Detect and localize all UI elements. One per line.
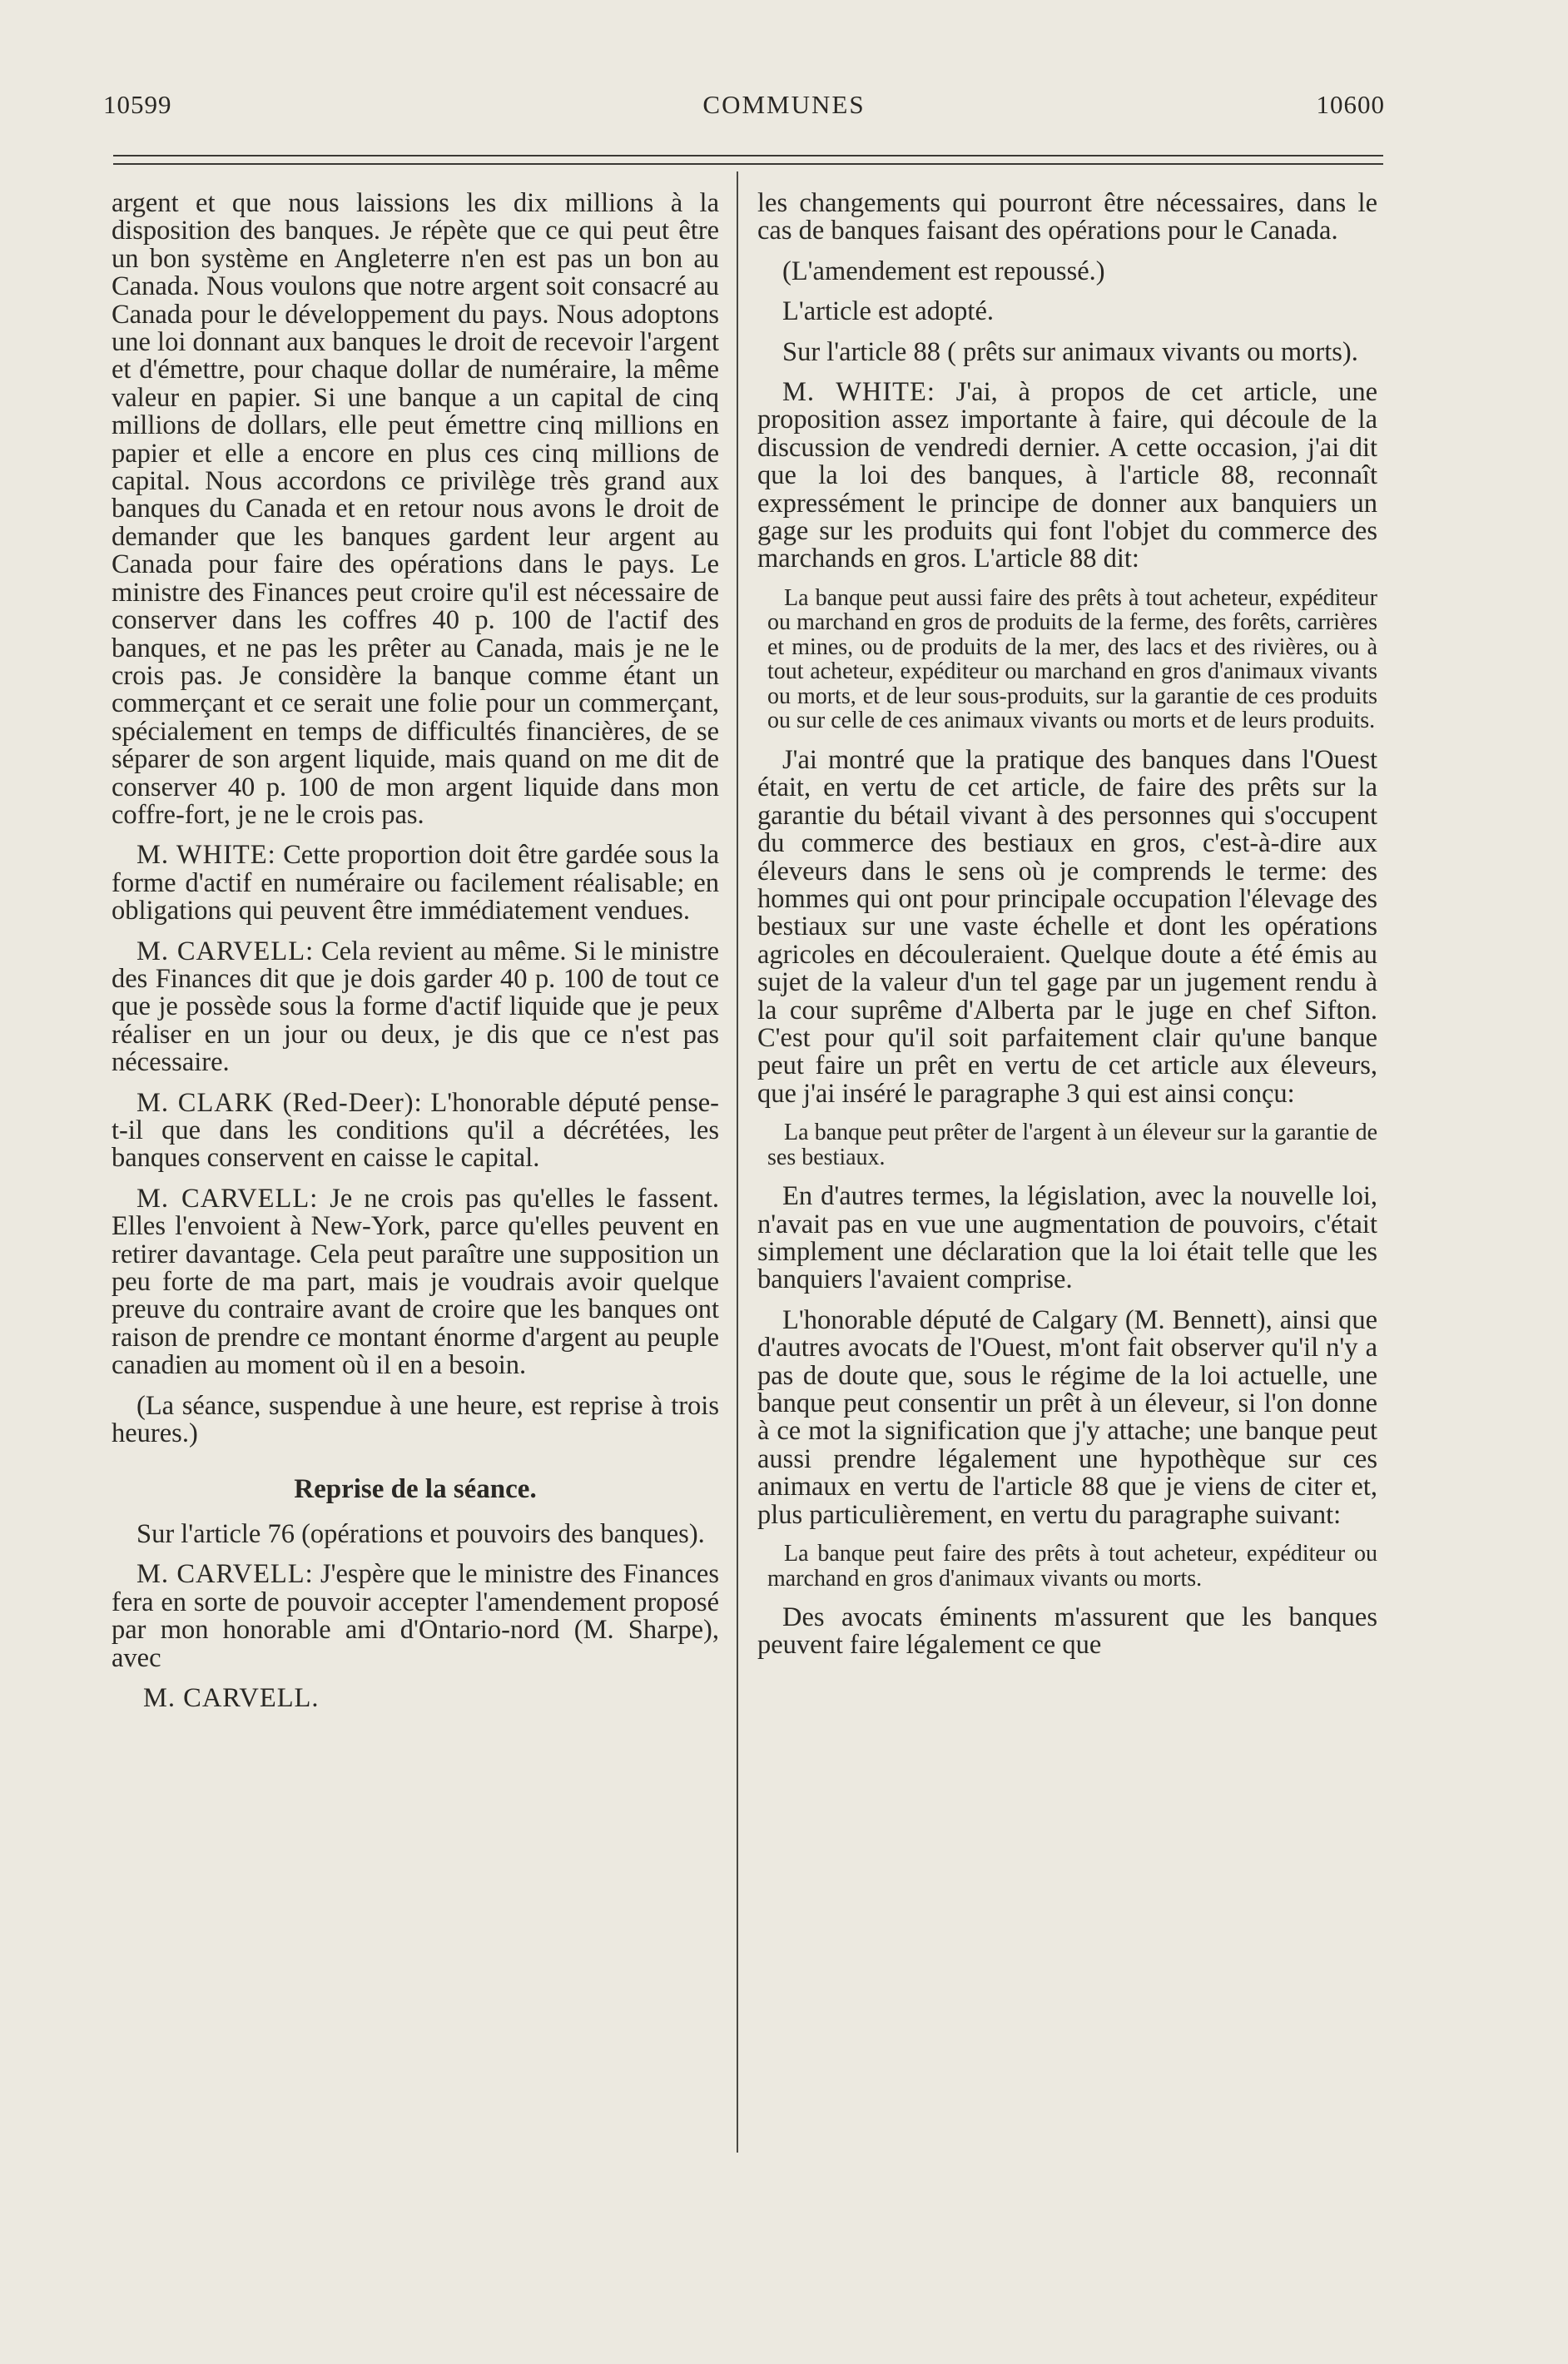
paragraph: (La séance, suspendue à une heure, est reprise à trois heures.) bbox=[112, 1390, 719, 1449]
paragraph bbox=[112, 1561, 719, 1672]
block-quote: La banque peut aussi faire des prêts à tout acheteur, expéditeur ou marchand en gros de produits de la ferme, des forêts, carrières et mines, ou de produits de la mer, des lacs et des rivières, ou à tout acheteur, expéditeur ou marchand en gros d'animaux vivants ou morts, et de leur sous-produits, sur la garantie de ces produits ou sur celle de ces animaux vivants ou morts et de leurs produits. bbox=[767, 584, 1377, 734]
left-page-number: 10599 bbox=[103, 90, 172, 119]
paragraph bbox=[112, 938, 719, 1077]
speech-text: Je ne crois pas qu'elles le fassent. Elles l'envoient à New-York, parce qu'elles peuvent en retirer davantage. Cela peut paraître une supposition un peu forte de ma part, mais je voudrais avoir quelque preuve du contraire avant de croire que les banques ont raison de prendre ce montant énorme d'argent au peuple canadien au moment où il en a besoin. bbox=[112, 1183, 719, 1381]
paragraph: Sur l'article 88 ( prêts sur animaux vivants ou morts). bbox=[782, 336, 1358, 367]
paragraph bbox=[112, 842, 719, 925]
section-heading: Reprise de la séance. bbox=[294, 1474, 537, 1505]
paragraph bbox=[112, 1185, 719, 1380]
paragraph: les changements qui pourront être nécessaires, dans le cas de banques faisant des opérations pour le Canada. bbox=[757, 188, 1377, 246]
speaker-name: M. CARVELL: bbox=[136, 936, 315, 966]
column-divider bbox=[737, 171, 738, 2153]
speaker-name: M. WHITE: bbox=[136, 840, 276, 871]
paragraph: L'article est adopté. bbox=[782, 296, 995, 327]
speech-text: J'ai, à propos de cet article, une proposition assez importante à faire, qui découle de la discussion de vendredi dernier. A cette occasion, j'ai dit que la loi des banques, à l'article 88, reconnaît expressément le principe de donner aux banquiers un gage sur les produits qui font l'objet du commerce des marchands en gros. L'article 88 dit: bbox=[757, 377, 1377, 574]
speech-text: Cette proportion doit être gardée sous la forme d'actif en numéraire ou facilement réalisable; en obligations qui peuvent être immédiatement vendues. bbox=[112, 840, 719, 926]
block-quote: La banque peut faire des prêts à tout acheteur, expéditeur ou marchand en gros d'animaux vivants ou morts. bbox=[767, 1541, 1377, 1592]
paragraph bbox=[112, 1087, 719, 1174]
left-column bbox=[112, 190, 719, 1725]
speaker-name: M. CARVELL: bbox=[136, 1183, 319, 1214]
right-column bbox=[757, 190, 1377, 1672]
paragraph: (L'amendement est repoussé.) bbox=[782, 256, 1105, 286]
speaker-name: M. CLARK (Red-Deer): bbox=[136, 1087, 423, 1118]
speech-text: Cela revient au même. Si le ministre des Finances dit que je dois garder 40 p. 100 de tout ce que je possède sous la forme d'actif liquide que je peux réaliser en un jour ou deux, je dis que ce n'est pas nécessaire. bbox=[112, 936, 719, 1078]
header-rule-bottom bbox=[113, 163, 1383, 165]
paragraph: argent et que nous laissions les dix millions à la disposition des banques. Je répète que ce qui peut être un bon système en Angleterre n'en est pas un bon au Canada. Nous voulons que notre argent soit consacré au Canada pour le développement du pays. Nous adoptons une loi donnant aux banques le droit de recevoir l'argent et d'émettre, pour chaque dollar de numéraire, la même valeur en papier. Si une banque a un capital de cinq millions de dollars, elle peut émettre cinq millions en papier et elle a encore en plus ces cinq millions de capital. Nous accordons ce privilège très grand aux banques du Canada et en retour nous avons le droit de demander que les banques gardent leur argent au Canada pour faire des opérations dans le pays. Le ministre des Finances peut croire qu'il est nécessaire de conserver dans les coffres 40 p. 100 de l'actif des banques, et ne pas les prêter au Canada, mais je ne le crois pas. Je considère la banque comme étant un commerçant et ce serait une folie pour un commerçant, spécialement en temps de difficultés financières, de se séparer de son argent liquide, mais quand on me dit de conserver 40 p. 100 de mon argent liquide dans mon coffre-fort, je ne le crois pas. bbox=[112, 188, 719, 830]
paragraph: Des avocats éminents m'assurent que les banques peuvent faire légalement ce que bbox=[757, 1602, 1377, 1661]
speech-text: J'espère que le ministre des Finances fera en sorte de pouvoir accepter l'amendement proposé par mon honorable ami d'Ontario-nord (M. Sharpe), avec bbox=[112, 1559, 719, 1673]
speaker-name: M. CARVELL: bbox=[136, 1559, 314, 1590]
speaker-signoff: M. CARVELL. bbox=[143, 1682, 320, 1713]
block-quote: La banque peut prêter de l'argent à un éleveur sur la garantie de ses bestiaux. bbox=[767, 1120, 1377, 1170]
header-rule-top bbox=[113, 155, 1383, 156]
running-title: COMMUNES bbox=[702, 90, 866, 119]
paragraph: En d'autres termes, la législation, avec la nouvelle loi, n'avait pas en vue une augmentation de pouvoirs, c'était simplement une déclaration que la loi était telle que les banquiers l'avaient comprise. bbox=[757, 1181, 1377, 1295]
paragraph bbox=[757, 379, 1377, 574]
paragraph: J'ai montré que la pratique des banques dans l'Ouest était, en vertu de cet article, de faire des prêts sur la garantie du bétail vivant à des personnes qui s'occupent du commerce des bestiaux en gros, c'est-à-dire aux éleveurs dans le sens où je comprends le terme: des hommes qui ont pour principale occupation l'élevage des bestiaux sur une vaste échelle et dont les opérations agricoles en découleraient. Quelque doute a été émis au sujet de la valeur d'un tel gage par un jugement rendu à la cour suprême d'Alberta par le juge en chef Sifton. C'est pour qu'il soit parfaitement clair qu'une banque peut faire un prêt en vertu de cet article aux éleveurs, que j'ai inséré le paragraphe 3 qui est ainsi conçu: bbox=[757, 744, 1377, 1109]
paragraph: L'honorable député de Calgary (M. Bennett), ainsi que d'autres avocats de l'Ouest, m'ont fait observer qu'il n'y a pas de doute que, sous le régime de la loi actuelle, une banque peut consentir un prêt à un éleveur, si l'on donne à ce mot la signification que j'y attache; une banque peut aussi prendre légalement une hypothèque sur ces animaux en vertu de l'article 88 que je viens de citer et, plus particulièrement, en vertu du paragraphe suivant: bbox=[757, 1304, 1377, 1530]
speaker-name: M. WHITE: bbox=[782, 377, 935, 408]
paragraph: Sur l'article 76 (opérations et pouvoirs des banques). bbox=[136, 1518, 705, 1549]
right-page-number: 10600 bbox=[1316, 90, 1385, 119]
speech-text: L'honorable député pense-t-il que dans les conditions qu'il a décrétées, les banques conservent en caisse le capital. bbox=[112, 1087, 719, 1174]
